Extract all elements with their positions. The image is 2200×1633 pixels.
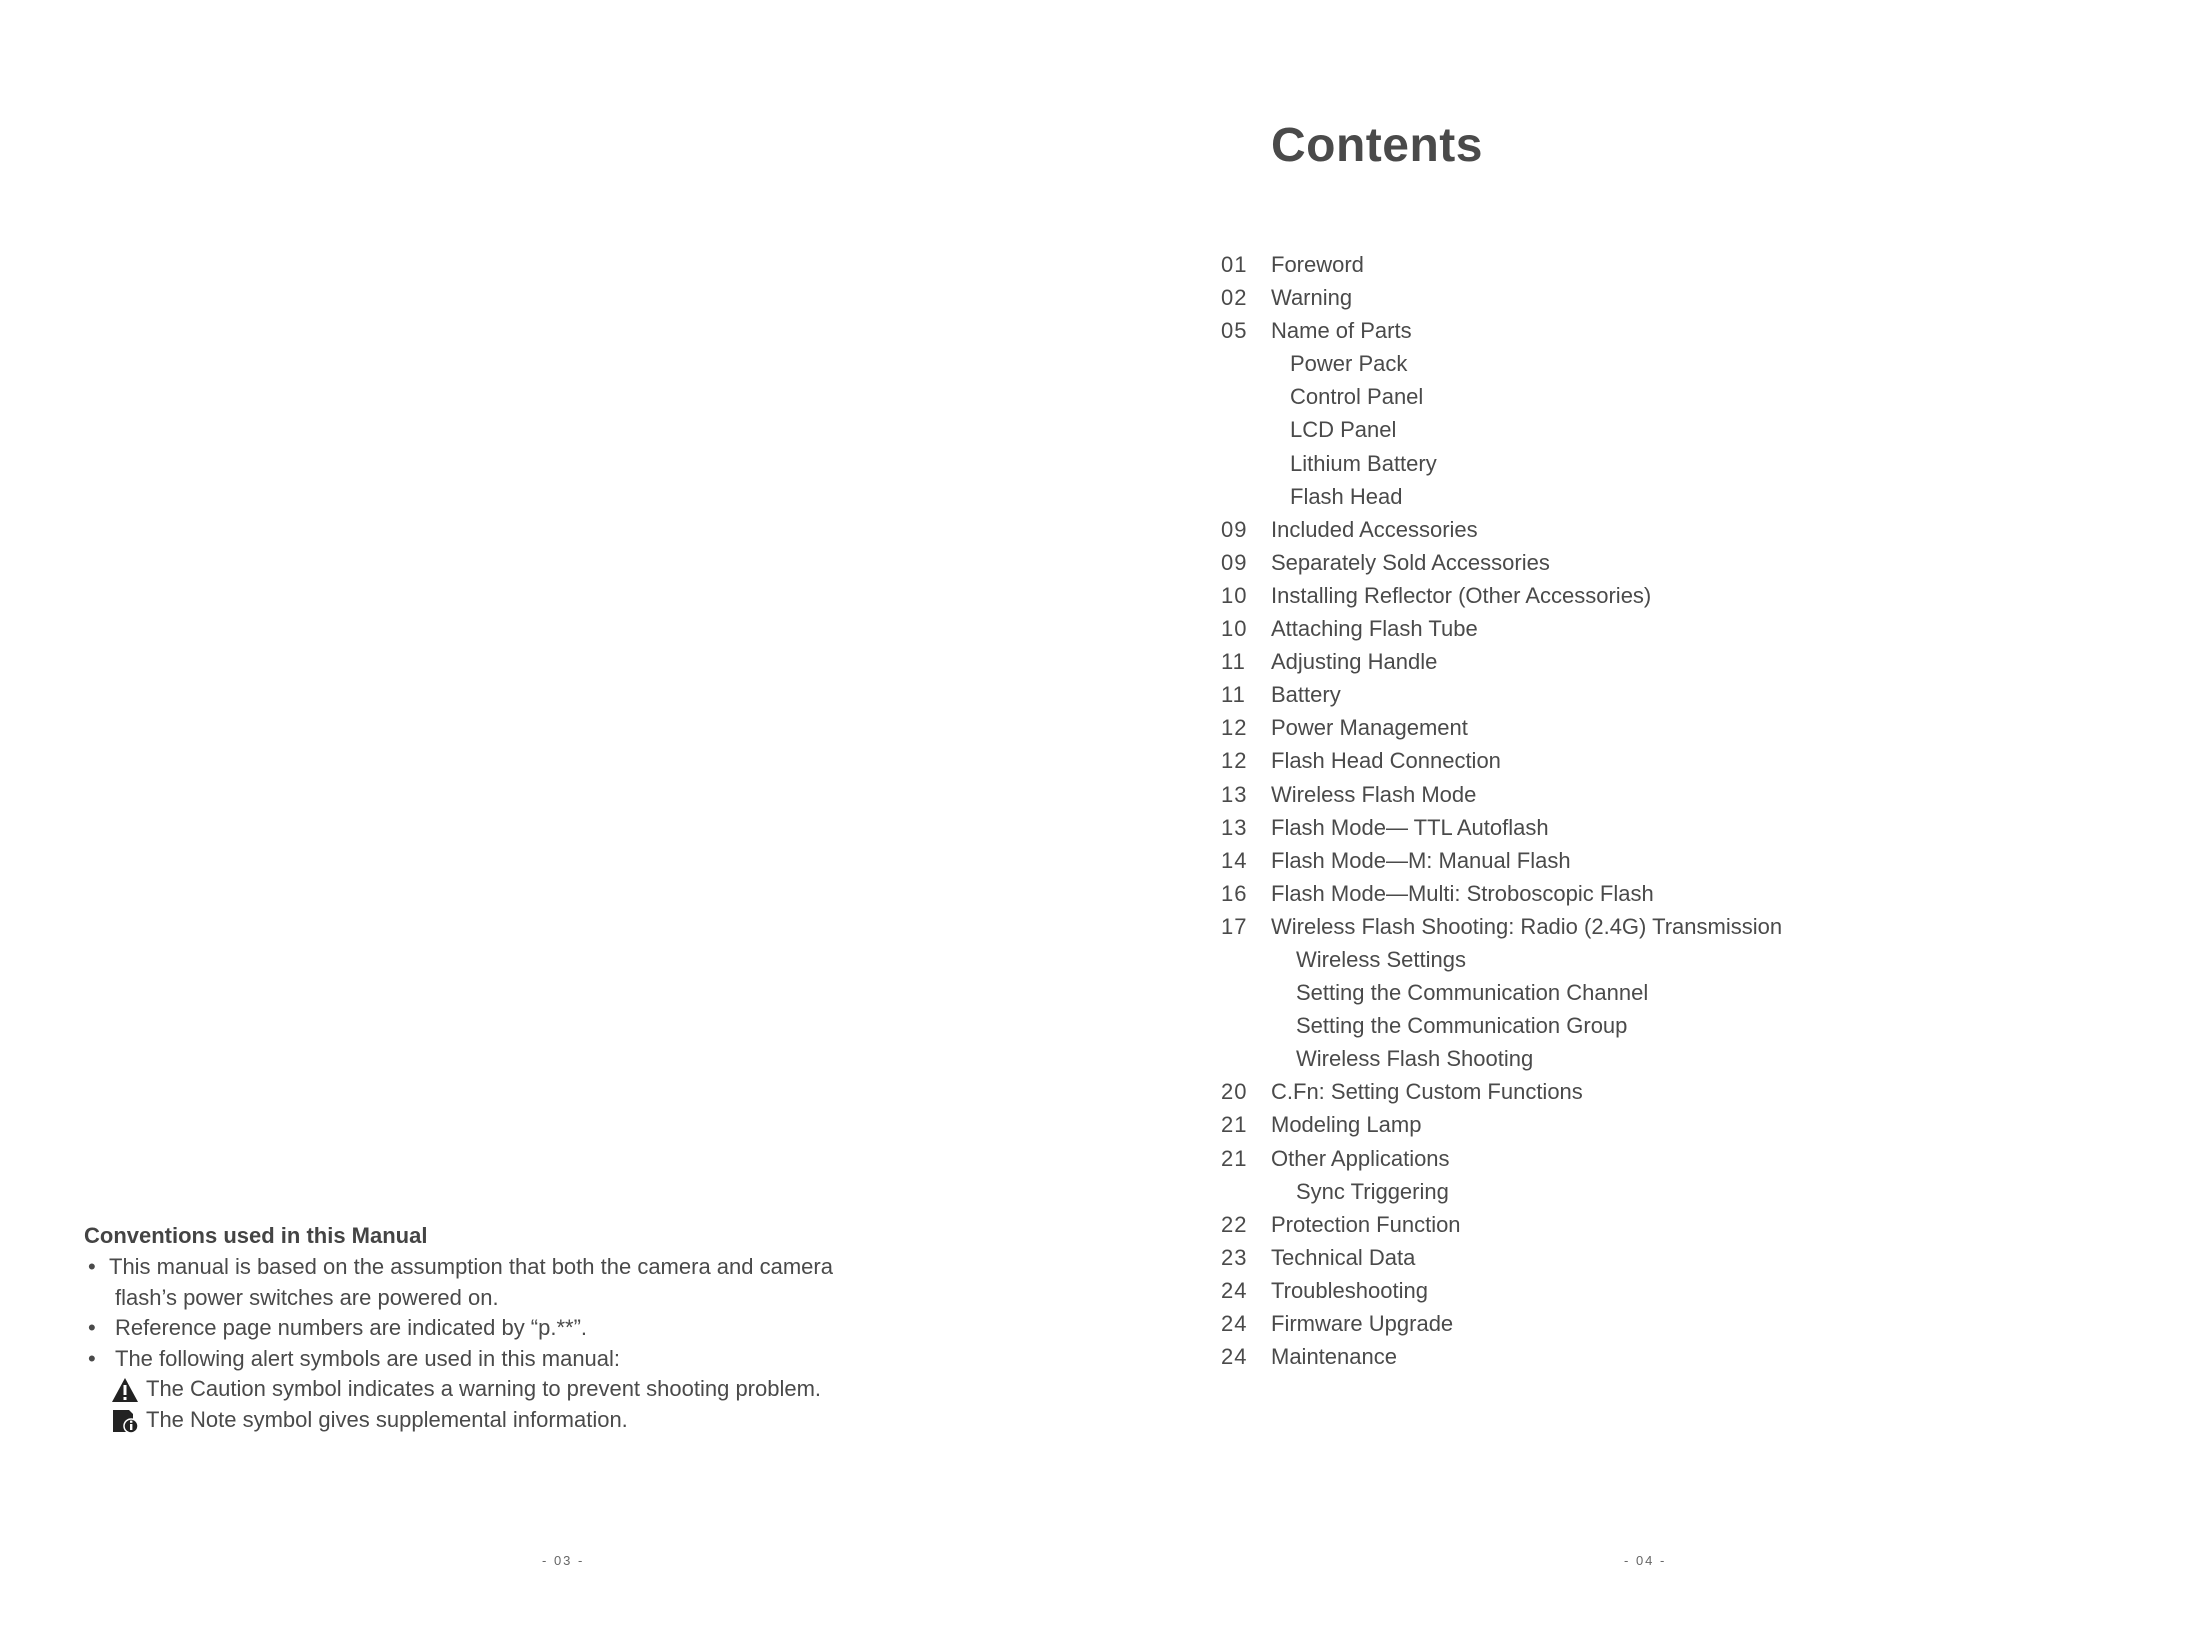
toc-entry xyxy=(1221,546,2121,579)
toc-entry-title: Flash Mode—M: Manual Flash xyxy=(1271,847,1571,873)
toc-entry xyxy=(1221,579,2121,612)
toc-entry-title: Setting the Communication Group xyxy=(1296,1013,1628,1039)
note-icon xyxy=(111,1408,139,1434)
toc-page-number: 10 xyxy=(1221,582,1248,608)
toc-entry-title: C.Fn: Setting Custom Functions xyxy=(1271,1079,1583,1105)
toc-entry-title: Warning xyxy=(1271,285,1353,311)
toc-entry-title: Power Pack xyxy=(1290,351,1408,377)
toc-entry xyxy=(1221,1340,2121,1373)
toc-entry-title: Wireless Flash Shooting: Radio (2.4G) Transmission xyxy=(1271,913,1783,939)
toc-entry-title: Firmware Upgrade xyxy=(1271,1311,1454,1336)
bullet-icon: • xyxy=(88,1315,96,1341)
toc-page-number: 11 xyxy=(1221,649,1246,675)
toc-page-number: 24 xyxy=(1221,1277,1248,1303)
toc-page-number: 09 xyxy=(1221,549,1248,575)
toc-entry-title: Modeling Lamp xyxy=(1271,1112,1422,1138)
toc-entry xyxy=(1221,513,2121,546)
toc-page-number: 21 xyxy=(1221,1112,1248,1138)
page-number-left: - 03 - xyxy=(542,1553,585,1568)
conventions-section xyxy=(84,1221,984,1436)
table-of-contents xyxy=(1221,248,2121,1373)
toc-entry xyxy=(1221,976,2121,1009)
toc-entry-title: Name of Parts xyxy=(1271,318,1412,344)
toc-entry-title: Protection Function xyxy=(1271,1211,1461,1237)
toc-entry xyxy=(1221,844,2121,877)
toc-entry-title: Control Panel xyxy=(1290,384,1424,410)
note-alert-line xyxy=(84,1405,984,1436)
toc-page-number: 24 xyxy=(1221,1311,1248,1336)
toc-entry xyxy=(1221,413,2121,446)
toc-entry-title: Troubleshooting xyxy=(1271,1277,1428,1303)
toc-page-number: 12 xyxy=(1221,748,1248,774)
toc-page-number: 10 xyxy=(1221,616,1248,642)
caution-alert-line xyxy=(84,1374,984,1405)
toc-entry-title: Adjusting Handle xyxy=(1271,649,1438,675)
toc-page-number: 21 xyxy=(1221,1145,1248,1171)
toc-page-number: 23 xyxy=(1221,1244,1248,1270)
toc-entry-title: Flash Mode—Multi: Stroboscopic Flash xyxy=(1271,880,1654,906)
toc-entry xyxy=(1221,314,2121,347)
toc-entry xyxy=(1221,1009,2121,1042)
toc-entry xyxy=(1221,380,2121,413)
toc-page-number: 11 xyxy=(1221,682,1246,708)
toc-entry-title: Sync Triggering xyxy=(1296,1178,1449,1204)
toc-entry xyxy=(1221,1042,2121,1075)
toc-entry-title: Technical Data xyxy=(1271,1244,1416,1270)
toc-page-number: 24 xyxy=(1221,1344,1248,1370)
toc-entry xyxy=(1221,1175,2121,1208)
toc-entry xyxy=(1221,711,2121,744)
page-number-right: - 04 - xyxy=(1624,1553,1667,1568)
toc-entry xyxy=(1221,645,2121,678)
toc-entry xyxy=(1221,281,2121,314)
toc-entry-title: Power Management xyxy=(1271,715,1468,741)
toc-entry xyxy=(1221,943,2121,976)
toc-entry-title: Setting the Communication Channel xyxy=(1296,980,1649,1006)
toc-entry-title: Battery xyxy=(1271,682,1341,708)
toc-entry-title: Flash Mode— TTL Autoflash xyxy=(1271,814,1549,840)
toc-entry xyxy=(1221,811,2121,844)
toc-entry-title: Installing Reflector (Other Accessories) xyxy=(1271,582,1652,608)
toc-page-number: 14 xyxy=(1221,847,1248,873)
toc-entry-title: Flash Head Connection xyxy=(1271,748,1501,774)
toc-entry xyxy=(1221,678,2121,711)
toc-entry xyxy=(1221,1208,2121,1241)
toc-entry-title: Lithium Battery xyxy=(1290,450,1437,476)
toc-entry-title: Other Applications xyxy=(1271,1145,1450,1171)
conventions-item-1-continued xyxy=(84,1283,984,1314)
toc-entry-title: Attaching Flash Tube xyxy=(1271,616,1478,642)
note-alert-text: The Note symbol gives supplemental information. xyxy=(146,1406,628,1432)
toc-entry-title: Wireless Flash Mode xyxy=(1271,781,1477,807)
toc-entry xyxy=(1221,1307,2121,1340)
toc-entry xyxy=(1221,612,2121,645)
conventions-item-2 xyxy=(84,1313,984,1344)
toc-entry xyxy=(1221,447,2121,480)
page-right xyxy=(1100,0,2200,1633)
toc-entry xyxy=(1221,480,2121,513)
contents-title: Contents xyxy=(1271,119,1483,172)
toc-page-number: 22 xyxy=(1221,1211,1248,1237)
bullet-icon: • xyxy=(88,1254,96,1279)
conventions-item-3 xyxy=(84,1344,984,1375)
bullet-icon: • xyxy=(88,1345,96,1371)
toc-entry xyxy=(1221,248,2121,281)
toc-page-number: 17 xyxy=(1221,913,1248,939)
toc-entry-title: Wireless Settings xyxy=(1296,946,1466,972)
toc-entry-title: Maintenance xyxy=(1271,1344,1397,1370)
toc-page-number: 13 xyxy=(1221,814,1248,840)
conventions-item-2-text: Reference page numbers are indicated by “p.**”. xyxy=(115,1315,588,1341)
toc-entry-title: Included Accessories xyxy=(1271,516,1478,542)
toc-entry-title: Separately Sold Accessories xyxy=(1271,549,1550,575)
caution-icon xyxy=(111,1377,139,1403)
conventions-item-1-line1: This manual is based on the assumption that both the camera and camera xyxy=(109,1254,833,1279)
toc-entry-title: Flash Head xyxy=(1290,483,1403,509)
conventions-item-1-line2: flash’s power switches are powered on. xyxy=(115,1284,499,1310)
toc-entry xyxy=(1221,910,2121,943)
conventions-title: Conventions used in this Manual xyxy=(84,1223,428,1248)
caution-alert-text: The Caution symbol indicates a warning to prevent shooting problem. xyxy=(146,1376,822,1402)
toc-entry xyxy=(1221,1075,2121,1108)
toc-page-number: 16 xyxy=(1221,880,1248,906)
toc-entry xyxy=(1221,1108,2121,1141)
toc-page-number: 09 xyxy=(1221,516,1248,542)
toc-entry-title: Foreword xyxy=(1271,252,1364,277)
toc-entry-title: Wireless Flash Shooting xyxy=(1296,1046,1534,1072)
toc-entry xyxy=(1221,877,2121,910)
toc-entry-title: LCD Panel xyxy=(1290,417,1397,443)
toc-entry xyxy=(1221,1274,2121,1307)
toc-entry xyxy=(1221,778,2121,811)
conventions-item-3-text: The following alert symbols are used in this manual: xyxy=(115,1345,621,1371)
conventions-item-1 xyxy=(84,1252,984,1283)
toc-page-number: 02 xyxy=(1221,285,1248,311)
toc-page-number: 01 xyxy=(1221,252,1248,277)
toc-entry xyxy=(1221,1241,2121,1274)
toc-entry xyxy=(1221,347,2121,380)
toc-page-number: 20 xyxy=(1221,1079,1248,1105)
toc-page-number: 13 xyxy=(1221,781,1248,807)
toc-page-number: 05 xyxy=(1221,318,1248,344)
toc-page-number: 12 xyxy=(1221,715,1248,741)
toc-entry xyxy=(1221,744,2121,777)
toc-entry xyxy=(1221,1142,2121,1175)
